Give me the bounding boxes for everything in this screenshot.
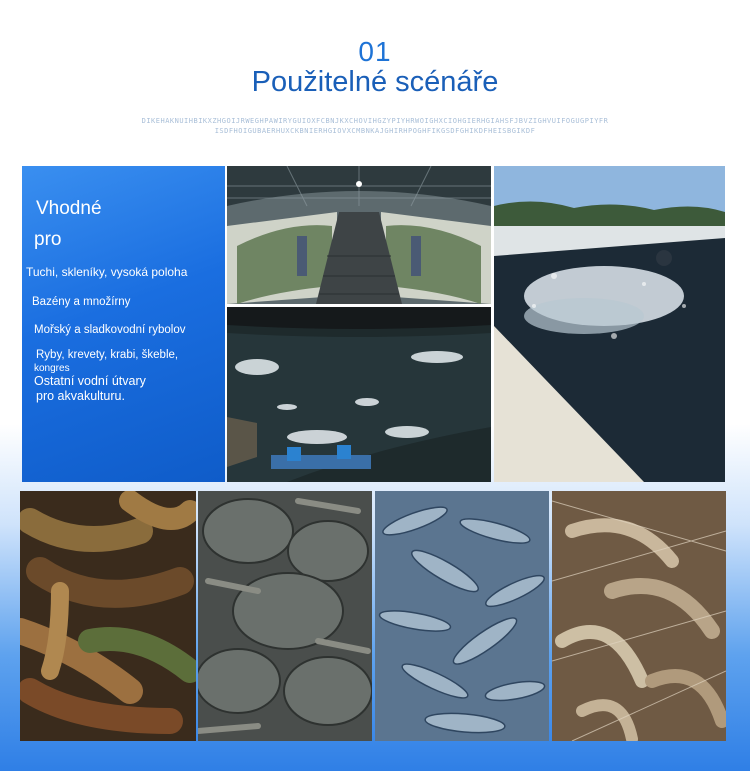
suitability-panel: [22, 166, 225, 482]
section-number: 01: [358, 36, 392, 67]
panel-item: Bazény a množírny: [32, 296, 131, 308]
lined-pond-paddlewheel-photo: [227, 307, 491, 482]
panel-heading-line1: Vhodné: [36, 198, 102, 219]
decorative-text: DIKEHAKNUIHBIKXZHGOIJRWEGHPAWIRYGUIOXFCBNJKXCHOVIHGZYPIYHRWOIGHXCIOHGIERHGIAHSFJBVZIGHVUIFOGUGPIYFRISDFHOIGUBAERHUXCKBNIERHGIOVXCMBNKAJGHIRHPOGHFIKGSDFGHIKDFHEISBGIKDF: [141, 117, 609, 135]
panel-item: Ryby, krevety, krabi, škeble,: [36, 349, 179, 361]
section-title: Použitelné scénáře: [251, 66, 499, 98]
sea-cucumber-photo: [20, 491, 196, 741]
crab-photo: [198, 491, 372, 741]
indoor-tanks-photo: [227, 166, 491, 304]
panel-item: kongres: [34, 363, 70, 374]
panel-item: Ostatní vodní útvary: [34, 374, 146, 388]
panel-heading-line2: pro: [34, 229, 62, 250]
outdoor-aerator-pond-photo: [494, 166, 725, 482]
fish-photo: [375, 491, 549, 741]
panel-item: pro akvakulturu.: [36, 389, 125, 403]
panel-item: Tuchi, skleníky, vysoká poloha: [26, 265, 188, 279]
panel-item: Mořský a sladkovodní rybolov: [34, 324, 186, 336]
shrimp-photo: [552, 491, 726, 741]
